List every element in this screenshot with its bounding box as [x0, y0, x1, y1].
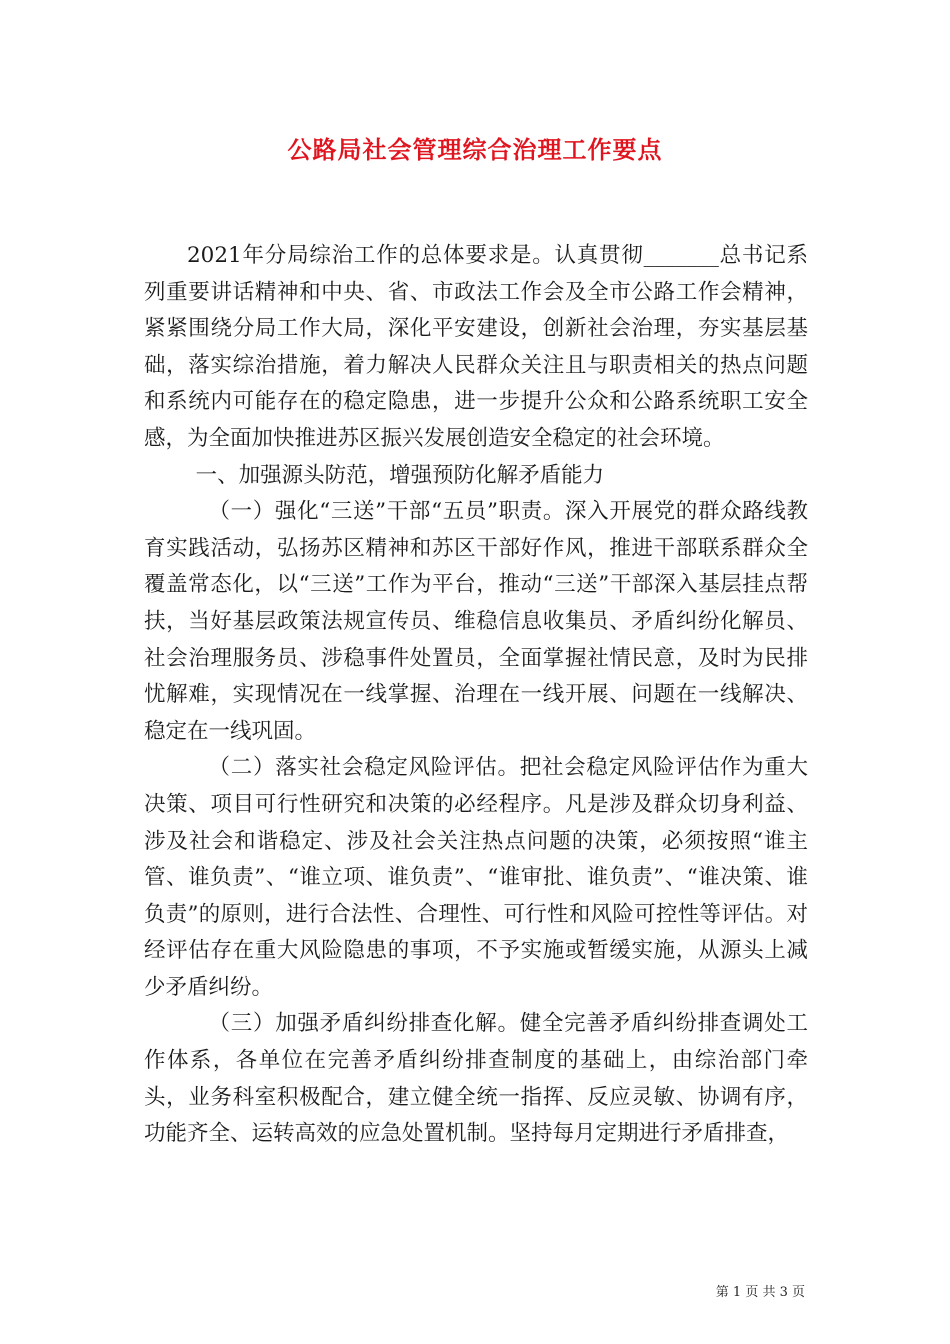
subsection-3: （三）加强矛盾纠纷排查化解。健全完善矛盾纠纷排查调处工作体系，各单位在完善矛盾纠纷排查制度的基础上，由综治部门牵头，业务科室积极配合，建立健全统一指挥、反应灵敏、协调有序，功能齐全、运转高效的应急处置机制。坚持每月定期进行矛盾排查，	[144, 1011, 808, 1147]
document-body	[144, 238, 808, 1153]
intro-paragraph: 2021年分局综治工作的总体要求是。认真贯彻_______总书记系列重要讲话精神和中央、省、市政法工作会及全市公路工作会精神，紧紧围绕分局工作大局，深化平安建设，创新社会治理，夯实基层基础，落实综治措施，着力解决人民群众关注且与职责相关的热点问题和系统内可能存在的稳定隐患，进一步提升公众和公路系统职工安全感，为全面加快推进苏区振兴发展创造安全稳定的社会环境。	[144, 243, 808, 451]
section-heading-1: 一、加强源头防范，增强预防化解矛盾能力	[195, 462, 605, 488]
subsection-1: （一）强化“三送”干部“五员”职责。深入开展党的群众路线教育实践活动，弘扬苏区精神和苏区干部好作风，推进干部联系群众全覆盖常态化，以“三送”工作为平台，推动“三送”干部深入基层挂点帮扶，当好基层政策法规宣传员、维稳信息收集员、矛盾纠纷化解员、社会治理服务员、涉稳事件处置员，全面掌握社情民意，及时为民排忧解难，实现情况在一线掌握、治理在一线开展、问题在一线解决、稳定在一线巩固。	[144, 499, 808, 744]
document-title: 公路局社会管理综合治理工作要点	[287, 135, 663, 164]
subsection-2: （二）落实社会稳定风险评估。把社会稳定风险评估作为重大决策、项目可行性研究和决策的必经程序。凡是涉及群众切身利益、涉及社会和谐稳定、涉及社会关注热点问题的决策，必须按照“谁主管、谁负责”、“谁立项、谁负责”、“谁审批、谁负责”、“谁决策、谁负责”的原则，进行合法性、合理性、可行性和风险可控性等评估。对经评估存在重大风险隐患的事项，不予实施或暂缓实施，从源头上减少矛盾纠纷。	[144, 755, 808, 1000]
page-number: 第 1 页 共 3 页	[715, 1285, 805, 1300]
